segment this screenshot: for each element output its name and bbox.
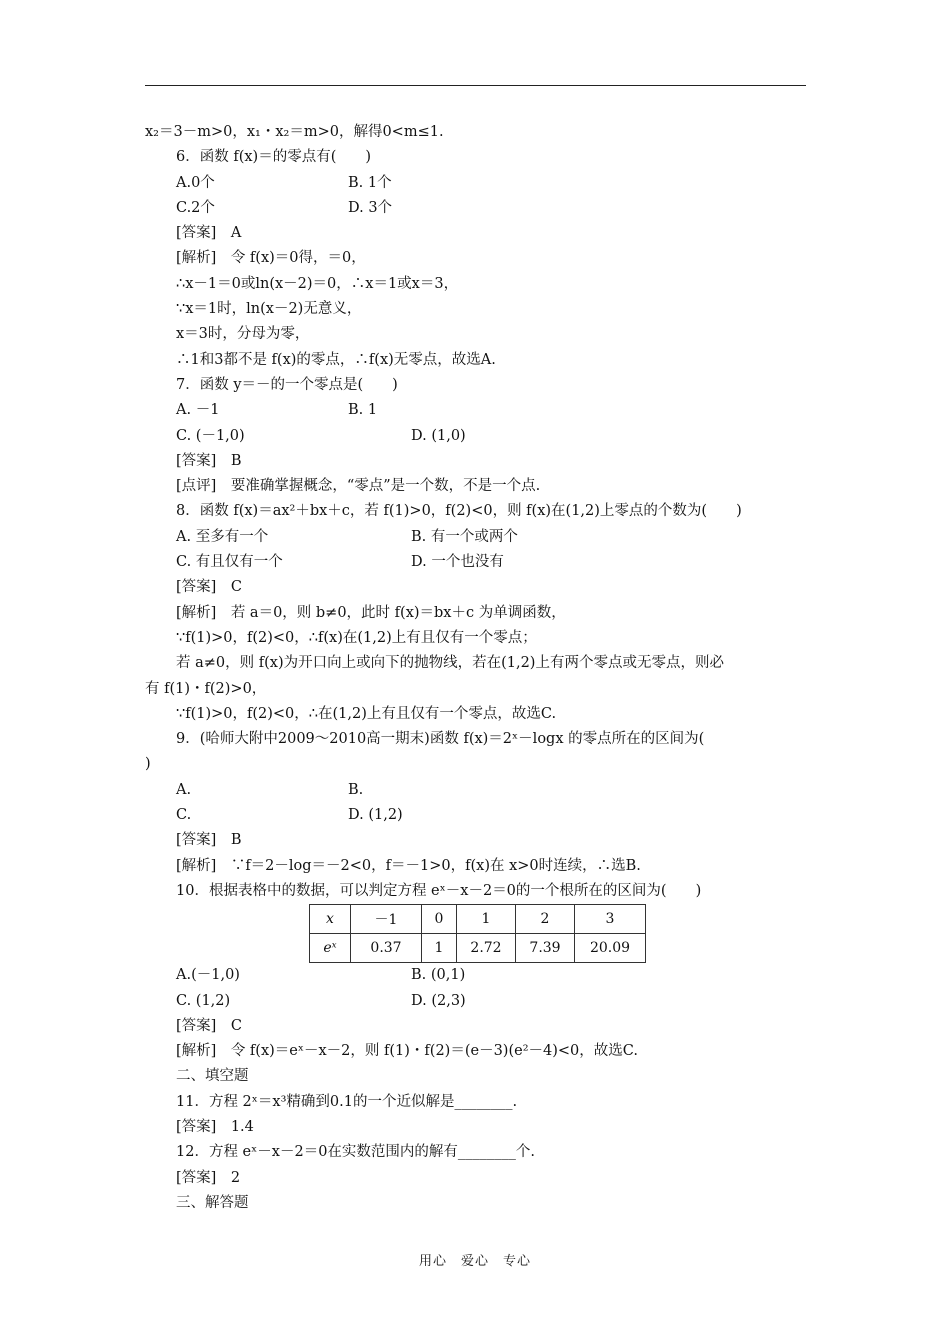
question-9: 9．(哈师大附中2009～2010高一期末)函数 f(x)＝2ˣ－logx 的零点所在的区间为( [176, 731, 705, 748]
option-b: B. [348, 781, 364, 798]
data-table [309, 904, 646, 963]
options-row [145, 803, 806, 828]
question-8: 8．函数 f(x)＝ax²＋bx＋c，若 f(1)>0，f(2)<0，则 f(x)在(1,2)上零点的个数为( ) [176, 503, 742, 520]
option-d: D. (1,0) [411, 427, 466, 444]
text-line: ) [145, 756, 151, 773]
question-10: 10．根据表格中的数据，可以判定方程 eˣ－x－2＝0的一个根所在的区间为( ) [176, 882, 702, 899]
table-cell: 1 [457, 905, 516, 934]
table-row [310, 934, 646, 963]
table-cell: 0 [422, 905, 457, 934]
table-cell: 1 [422, 934, 457, 963]
document-body [145, 120, 806, 1216]
text-line: 有 f(1)・f(2)>0， [145, 680, 267, 697]
answer: [答案] B [176, 452, 242, 469]
option-b: B. 有一个或两个 [411, 528, 518, 545]
option-a: A.(－1,0) [176, 967, 240, 984]
option-d: D. (1,2) [348, 807, 403, 824]
option-b: B. (0,1) [411, 967, 466, 984]
answer: [答案] B [176, 832, 242, 849]
table-cell: eˣ [310, 934, 351, 963]
answer: [答案] 1.4 [176, 1118, 254, 1135]
comment: [点评] 要准确掌握概念，“零点”是一个数，不是一个点. [176, 478, 541, 495]
table-cell: 2 [516, 905, 575, 934]
header-rule [145, 85, 806, 86]
table-cell: 0.37 [351, 934, 422, 963]
page-footer: 用心 爱心 专心 [418, 1254, 531, 1269]
answer: [答案] 2 [176, 1169, 241, 1186]
options-row [145, 398, 806, 423]
option-c: C. 有且仅有一个 [176, 554, 283, 571]
table-cell: 20.09 [575, 934, 646, 963]
options-row [145, 778, 806, 803]
table-cell: 3 [575, 905, 646, 934]
answer: [答案] C [176, 1017, 242, 1034]
question-11: 11．方程 2ˣ＝x³精确到0.1的一个近似解是________. [176, 1093, 518, 1110]
table-cell: x [310, 905, 351, 934]
analysis: [解析] 若 a＝0，则 b≠0，此时 f(x)＝bx＋c 为单调函数， [176, 604, 566, 621]
option-c: C.2个 [176, 199, 215, 216]
option-a: A. －1 [176, 402, 220, 419]
options-row [145, 989, 806, 1014]
table-row [310, 905, 646, 934]
options-row [145, 525, 806, 550]
option-c: C. (－1,0) [176, 427, 245, 444]
options-row [145, 963, 806, 988]
table-cell: 2.72 [457, 934, 516, 963]
option-a: A.0个 [176, 174, 215, 191]
table-cell: 7.39 [516, 934, 575, 963]
text-line: ∵f(1)>0，f(2)<0，∴f(x)在(1,2)上有且仅有一个零点； [176, 629, 537, 646]
analysis: [解析] 令 f(x)＝0得，＝0， [176, 250, 366, 267]
option-c: C. [176, 807, 192, 824]
text-line: ∵x＝1时，ln(x－2)无意义， [176, 301, 362, 318]
option-c: C. (1,2) [176, 992, 231, 1009]
answer: [答案] C [176, 579, 242, 596]
options-row [145, 196, 806, 221]
question-6: 6．函数 f(x)＝的零点有( ) [176, 149, 372, 166]
option-b: B. 1个 [348, 174, 392, 191]
option-a: A. [176, 781, 192, 798]
text-line: x＝3时，分母为零， [176, 326, 310, 343]
table-cell: －1 [351, 905, 422, 934]
question-12: 12．方程 eˣ－x－2＝0在实数范围内的解有________个. [176, 1144, 536, 1161]
question-7: 7．函数 y＝－的一个零点是( ) [176, 376, 398, 393]
options-row [145, 424, 806, 449]
section-heading: 三、解答题 [176, 1194, 249, 1211]
options-row [145, 550, 806, 575]
option-a: A. 至多有一个 [176, 528, 269, 545]
text-line: x₂＝3－m>0，x₁・x₂＝m>0，解得0<m≤1. [145, 124, 444, 140]
options-row [145, 171, 806, 196]
option-b: B. 1 [348, 402, 378, 419]
option-d: D. 3个 [348, 199, 393, 216]
answer: [答案] A [176, 225, 242, 242]
section-heading: 二、填空题 [176, 1068, 249, 1085]
analysis: [解析] 令 f(x)＝eˣ－x－2，则 f(1)・f(2)＝(e－3)(e²－4)<0，故选C. [176, 1043, 638, 1060]
analysis: [解析] ∵f＝2－log＝－2<0，f＝－1>0，f(x)在 x>0时连续，∴选B. [176, 857, 641, 874]
text-line: ∴1和3都不是 f(x)的零点，∴f(x)无零点，故选A. [176, 351, 496, 368]
option-d: D. (2,3) [411, 992, 466, 1009]
text-line: 若 a≠0，则 f(x)为开口向上或向下的抛物线，若在(1,2)上有两个零点或无零点，则必 [176, 655, 724, 672]
text-line: ∴x－1＝0或ln(x－2)＝0，∴x＝1或x＝3， [176, 275, 459, 292]
text-line: ∵f(1)>0，f(2)<0，∴在(1,2)上有且仅有一个零点，故选C. [176, 705, 557, 722]
option-d: D. 一个也没有 [411, 554, 504, 571]
